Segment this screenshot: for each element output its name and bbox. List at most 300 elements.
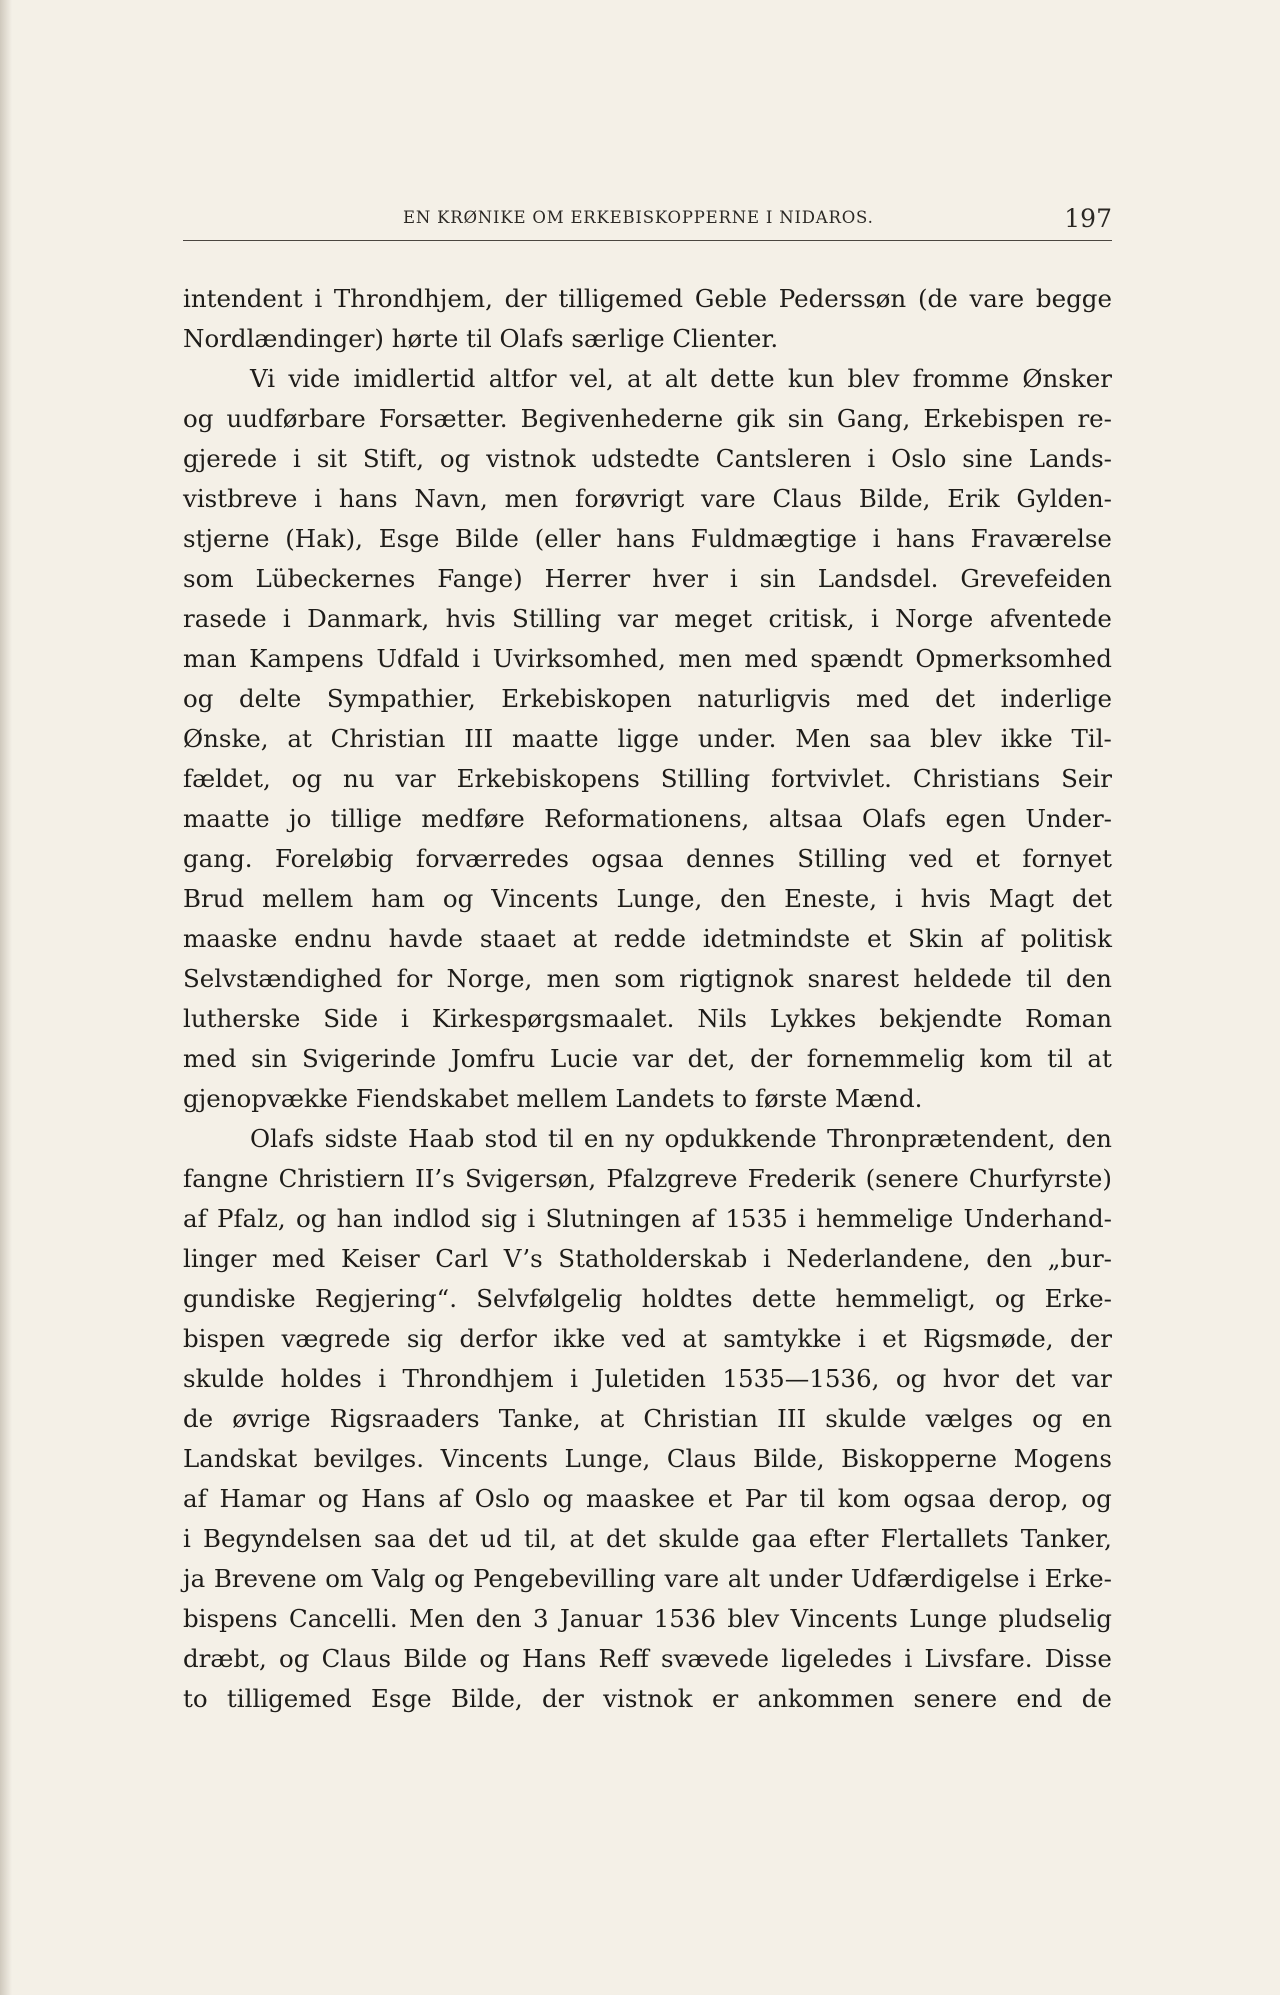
word: de: [1081, 1684, 1112, 1713]
word: ved: [909, 844, 954, 873]
word: Udfærdigelse: [850, 1564, 1020, 1593]
word: medføre: [421, 804, 525, 833]
word: afventede: [989, 604, 1112, 633]
word: critisk,: [768, 604, 855, 633]
word: Januar: [559, 1604, 643, 1633]
word: et: [866, 924, 892, 953]
word: jo: [288, 804, 312, 833]
word: Fraværelse: [970, 524, 1112, 553]
word: ogsaa: [903, 1484, 976, 1513]
word: sig: [480, 1204, 518, 1233]
word: begge: [1035, 284, 1112, 313]
word: holdes: [280, 1364, 362, 1393]
word: Vi: [250, 364, 276, 393]
word: imidlertid: [353, 364, 476, 393]
word: under.: [697, 724, 777, 753]
word: ham: [371, 884, 425, 913]
word: at: [627, 364, 652, 393]
word: gjerede: [183, 444, 278, 473]
word: og: [317, 1484, 349, 1513]
word: sig: [406, 1324, 444, 1353]
word: Disse: [1044, 1644, 1112, 1673]
word: Stift,: [362, 444, 424, 473]
word: blev: [847, 364, 900, 393]
word: Foreløbig: [274, 844, 394, 873]
word: og: [295, 1204, 327, 1233]
word: Under-: [1025, 804, 1112, 833]
word: meget: [674, 604, 753, 633]
word: Lykkes: [769, 1004, 857, 1033]
word: Lunge,: [616, 884, 703, 913]
word: maaskee: [586, 1484, 695, 1513]
text-line: [183, 1239, 1112, 1279]
word: Vincents: [440, 1444, 548, 1473]
word: maaske: [183, 924, 278, 953]
word: og: [542, 1484, 574, 1513]
word: og: [895, 1364, 927, 1393]
word: Mogens: [1013, 1444, 1112, 1473]
word: indlod: [393, 1204, 471, 1233]
word: og: [994, 1284, 1026, 1313]
word: Lunge: [909, 1604, 988, 1633]
word: Gang,: [836, 404, 911, 433]
word: Esge: [371, 1684, 432, 1713]
word: Erke-: [1044, 1564, 1112, 1593]
word: blev: [930, 724, 982, 753]
word: snarest: [807, 964, 900, 993]
word: Udfald: [376, 644, 460, 673]
word: i: [527, 1204, 536, 1233]
word: Throndhjem,: [333, 284, 493, 313]
word: i: [570, 1364, 578, 1393]
word: var: [1071, 1364, 1112, 1393]
word: 1536: [653, 1604, 716, 1633]
word: Ønske,: [183, 724, 269, 753]
word: Geble: [694, 284, 767, 313]
word: maatte: [512, 724, 599, 753]
word: Men: [408, 1604, 465, 1633]
word: ny: [624, 1124, 655, 1153]
word: dræbt,: [183, 1644, 267, 1673]
word: som: [614, 964, 665, 993]
word: Skin: [908, 924, 964, 953]
word: delte: [238, 684, 302, 713]
word: III: [464, 724, 494, 753]
word: tilligemed: [226, 1684, 352, 1713]
word: vægrede: [281, 1324, 391, 1353]
text-line: [183, 1039, 1112, 1079]
word: Erik: [947, 484, 1000, 513]
word: Bilde: [403, 1644, 468, 1673]
text-line: [183, 359, 1112, 399]
text-line: [183, 1559, 1112, 1599]
word: Selvstændighed: [183, 964, 383, 993]
text-line: gjenopvække Fiendskabet mellem Landets to første Mænd.: [183, 1084, 923, 1113]
word: af: [980, 924, 1004, 953]
word: Landskat: [183, 1444, 298, 1473]
word: vistbreve: [183, 484, 298, 513]
word: ligge: [617, 724, 680, 753]
text-line: [183, 879, 1112, 919]
word: og: [479, 1644, 510, 1673]
word: dennes: [686, 844, 775, 873]
word: Livsfare.: [924, 1644, 1033, 1673]
word: Statholderskab: [558, 1244, 748, 1273]
word: Biskopperne: [841, 1444, 998, 1473]
word: Ønsker: [1022, 364, 1112, 393]
word: Carl: [435, 1244, 489, 1273]
word: til: [799, 1484, 825, 1513]
word: rasede: [183, 604, 267, 633]
word: han: [336, 1204, 383, 1233]
word: hvis: [445, 604, 496, 633]
word: Claus: [772, 484, 843, 513]
word: af: [438, 1484, 462, 1513]
word: og: [1081, 1484, 1112, 1513]
word: vel,: [569, 364, 614, 393]
word: Lübeckernes: [255, 564, 416, 593]
word: egen: [945, 804, 1007, 833]
word: Lands-: [1028, 444, 1112, 473]
word: Landsdel.: [817, 564, 939, 593]
text-line: [183, 1599, 1112, 1639]
word: men: [678, 644, 732, 673]
word: at: [569, 1524, 594, 1553]
word: ikke: [1000, 724, 1053, 753]
word: Claus: [321, 1644, 392, 1673]
word: Flertallets: [880, 1524, 1009, 1553]
word: ankommen: [757, 1684, 895, 1713]
word: Olafs: [250, 1124, 315, 1153]
word: Christians: [912, 764, 1041, 793]
word: Par: [744, 1484, 787, 1513]
word: i: [314, 284, 323, 313]
word: kun: [787, 364, 835, 393]
word: to: [183, 1684, 208, 1713]
word: hans: [338, 484, 398, 513]
word: Til-: [1071, 724, 1112, 753]
word: der: [504, 284, 547, 313]
word: (de: [917, 284, 958, 313]
page-number: 197: [1064, 204, 1112, 233]
text-line: [183, 1399, 1112, 1439]
text-line: [183, 959, 1112, 999]
word: vistnok: [486, 444, 576, 473]
word: Erkebiskopens: [456, 764, 640, 793]
word: Sympathier,: [326, 684, 476, 713]
word: at: [287, 724, 312, 753]
word: kom: [979, 1044, 1033, 1073]
page-header: [183, 200, 1112, 241]
word: til: [1026, 964, 1052, 993]
word: politisk: [1020, 924, 1112, 953]
word: Pfalz,: [216, 1204, 286, 1233]
word: vare: [664, 1564, 720, 1593]
word: (senere: [865, 1164, 959, 1193]
word: Christian: [330, 724, 446, 753]
word: alt: [727, 1564, 761, 1593]
word: Bilde,: [450, 1684, 523, 1713]
word: Fuldmægtige: [690, 524, 857, 553]
word: holdtes: [641, 1284, 733, 1313]
word: der: [750, 1044, 793, 1073]
word: III: [777, 1404, 807, 1433]
word: Bilde: [455, 524, 519, 553]
word: uudførbare: [226, 404, 366, 433]
word: skulde: [183, 1364, 265, 1393]
word: Opmerksomhed: [915, 644, 1112, 673]
word: at: [682, 1324, 707, 1353]
word: og: [183, 404, 214, 433]
word: Slutningen: [545, 1204, 682, 1233]
word: fangne: [183, 1164, 269, 1193]
word: Begyndelsen: [203, 1524, 362, 1553]
word: 3: [533, 1604, 549, 1633]
word: Pengebevilling: [473, 1564, 656, 1593]
word: Oslo: [474, 1484, 530, 1513]
word: fornemmelig: [806, 1044, 965, 1073]
word: Churfyrste): [968, 1164, 1112, 1193]
word: tillige: [330, 804, 403, 833]
word: det: [1015, 1364, 1056, 1393]
word: Pfalzgreve: [606, 1164, 738, 1193]
word: der: [541, 1684, 584, 1713]
word: Jomfru: [450, 1044, 536, 1073]
word: havde: [388, 924, 463, 953]
word: var: [395, 764, 436, 793]
word: Rigsraaders: [329, 1404, 480, 1433]
word: Stilling: [512, 604, 602, 633]
word: bekjendte: [879, 1004, 1003, 1033]
text-line: [183, 599, 1112, 639]
word: sidste: [324, 1124, 398, 1153]
word: Reformationens,: [544, 804, 750, 833]
word: i: [797, 1204, 806, 1233]
word: Lunge,: [564, 1444, 651, 1473]
word: Norge: [895, 604, 974, 633]
word: sin: [759, 564, 796, 593]
word: dette: [751, 1284, 817, 1313]
word: den: [986, 1244, 1033, 1273]
word: gik: [736, 404, 775, 433]
word: Svigersøn,: [464, 1164, 597, 1193]
word: var: [617, 604, 658, 633]
word: og: [434, 1564, 465, 1593]
word: ved: [621, 1324, 666, 1353]
word: det: [935, 684, 976, 713]
text-line: [183, 639, 1112, 679]
word: med: [183, 1044, 237, 1073]
word: inderlige: [1000, 684, 1112, 713]
word: hver: [652, 564, 708, 593]
text-line: [183, 1359, 1112, 1399]
word: i: [729, 564, 738, 593]
word: et: [882, 1324, 907, 1353]
word: som: [183, 564, 234, 593]
word: sine: [962, 444, 1013, 473]
word: Seir: [1061, 764, 1112, 793]
word: re-: [1077, 404, 1112, 433]
word: gaa: [751, 1524, 797, 1553]
word: stjerne: [183, 524, 270, 553]
word: et: [707, 1484, 733, 1513]
word: Brevene: [213, 1564, 317, 1593]
word: Fange): [437, 564, 523, 593]
word: Kirkespørgsmaalet.: [431, 1004, 675, 1033]
word: Juletiden: [594, 1364, 706, 1393]
word: intendent: [183, 284, 303, 313]
word: sit: [316, 444, 347, 473]
word: Stilling: [660, 764, 751, 793]
word: Danmark,: [307, 604, 430, 633]
word: staaet: [479, 924, 556, 953]
word: og: [291, 764, 323, 793]
text-line: [183, 279, 1112, 319]
word: forøvrigt: [574, 484, 685, 513]
word: stod: [484, 1124, 538, 1153]
word: fornyet: [1022, 844, 1112, 873]
word: af: [691, 1204, 716, 1233]
word: vide: [288, 364, 341, 393]
word: Thronprætendent,: [827, 1124, 1056, 1153]
word: hvis: [920, 884, 971, 913]
word: i: [183, 1524, 191, 1553]
word: ikke: [553, 1324, 606, 1353]
text-line: [183, 1199, 1112, 1239]
word: i: [867, 444, 876, 473]
word: Regjering“.: [314, 1284, 457, 1313]
word: men: [546, 964, 601, 993]
word: Vincents: [491, 884, 599, 913]
word: fromme: [912, 364, 1010, 393]
word: den: [475, 1604, 522, 1633]
word: og: [1032, 1404, 1063, 1433]
word: maatte: [183, 804, 270, 833]
text-line: [183, 919, 1112, 959]
word: den: [1065, 964, 1112, 993]
word: Uvirksomhed,: [492, 644, 666, 673]
word: dette: [710, 364, 775, 393]
text-line: [183, 799, 1112, 839]
word: ogsaa: [591, 844, 664, 873]
text-line: [183, 1159, 1112, 1199]
word: man: [183, 644, 237, 673]
word: i: [872, 524, 881, 553]
word: Begivenhederne: [520, 404, 724, 433]
word: Cancelli.: [288, 1604, 398, 1633]
word: tilligemed: [558, 284, 684, 313]
word: V’s: [503, 1244, 543, 1273]
word: 1535: [725, 1204, 788, 1233]
word: Bilde,: [752, 1444, 825, 1473]
word: i: [472, 644, 481, 673]
word: for: [396, 964, 433, 993]
word: idetmindste: [702, 924, 851, 953]
word: i: [1028, 1564, 1036, 1593]
word: hvor: [942, 1364, 999, 1393]
word: men: [504, 484, 559, 513]
word: senere: [913, 1684, 998, 1713]
word: den: [720, 884, 767, 913]
word: fortvivlet.: [771, 764, 892, 793]
word: Pederssøn: [778, 284, 907, 313]
text-line: Nordlændinger) hørte til Olafs særlige Clienter.: [183, 324, 779, 353]
word: pludselig: [998, 1604, 1112, 1633]
word: spændt: [810, 644, 903, 673]
word: at: [1087, 1044, 1112, 1073]
word: udstedte: [591, 444, 700, 473]
word: samtykke: [723, 1324, 842, 1353]
word: Bilde,: [858, 484, 931, 513]
word: bispen: [183, 1324, 266, 1353]
word: Selvfølgelig: [476, 1284, 623, 1313]
word: rigtignok: [679, 964, 794, 993]
word: nu: [343, 764, 375, 793]
word: derop,: [988, 1484, 1069, 1513]
word: naturligvis: [697, 684, 831, 713]
word: Tanke,: [498, 1404, 581, 1433]
word: ja: [183, 1564, 206, 1593]
word: Roman: [1025, 1004, 1112, 1033]
word: fældet,: [183, 764, 271, 793]
word: vælges: [925, 1404, 1014, 1433]
word: Side: [323, 1004, 379, 1033]
text-line: [183, 519, 1112, 559]
word: kom: [837, 1484, 891, 1513]
word: forværredes: [415, 844, 569, 873]
word: Haab: [408, 1124, 475, 1153]
word: Cantsleren: [715, 444, 852, 473]
word: Tanker,: [1020, 1524, 1112, 1553]
word: Erkebispen: [923, 404, 1065, 433]
word: efter: [808, 1524, 869, 1553]
word: ud: [480, 1524, 512, 1553]
word: hemmeligt,: [835, 1284, 976, 1313]
word: Kampens: [249, 644, 364, 673]
word: Throndhjem: [402, 1364, 554, 1393]
word: Esge: [378, 524, 440, 553]
word: sin: [251, 1044, 288, 1073]
word: Hans: [521, 1644, 587, 1673]
word: Erke-: [1044, 1284, 1112, 1313]
text-line: [183, 999, 1112, 1039]
word: til: [547, 1124, 574, 1153]
word: i: [401, 1004, 409, 1033]
word: ligeledes: [781, 1644, 893, 1673]
word: de: [183, 1404, 214, 1433]
word: 1535—1536,: [722, 1364, 880, 1393]
word: Olafs: [862, 804, 927, 833]
word: i: [378, 1364, 387, 1393]
word: til,: [523, 1524, 558, 1553]
text-line: [183, 559, 1112, 599]
word: Oslo: [891, 444, 947, 473]
word: Claus: [666, 1444, 737, 1473]
word: skulde: [825, 1404, 907, 1433]
word: „bur-: [1047, 1244, 1112, 1273]
word: saa: [869, 724, 912, 753]
word: Magt: [988, 884, 1054, 913]
word: med: [744, 644, 798, 673]
text-line: [183, 1519, 1112, 1559]
text-line: [183, 1439, 1112, 1479]
word: med: [271, 1244, 326, 1273]
text-line: [183, 1679, 1112, 1719]
word: det: [427, 1524, 468, 1553]
word: II’s: [415, 1164, 455, 1193]
word: blev: [727, 1604, 780, 1633]
word: Hamar: [219, 1484, 306, 1513]
